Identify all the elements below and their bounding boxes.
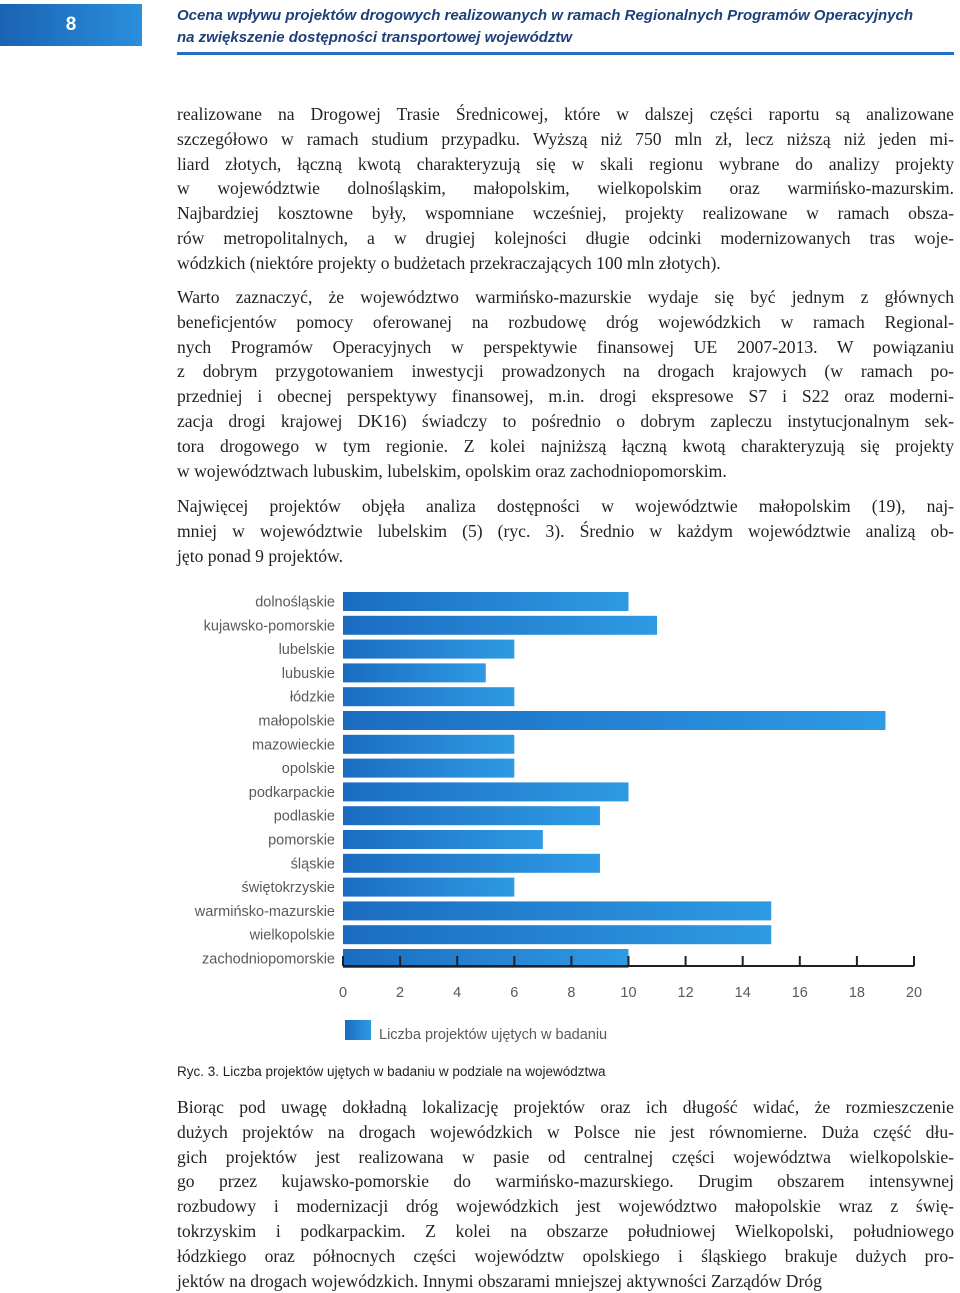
- text-line: rów metropolitalnych, a w drugiej kolejności długie odcinki modernizowanych tras woje-: [177, 227, 954, 248]
- category-label: świętokrzyskie: [241, 880, 335, 897]
- category-label: kujawsko-pomorskie: [203, 618, 335, 635]
- category-label: zachodniopomorskie: [202, 951, 335, 968]
- paragraph-4: [177, 1095, 954, 1293]
- chart-bars: [343, 592, 885, 968]
- text-line: wódzkich (niektóre projekty o budżetach przekraczających 100 mln złotych).: [177, 252, 721, 273]
- header-divider: [177, 52, 954, 55]
- x-tick-label: 14: [734, 985, 751, 1001]
- bar-2: [343, 640, 514, 659]
- page-number: 8: [0, 4, 142, 46]
- text-line: rozbudowy i modernizacji dróg wojewódzkich jest województwo małopolskie wraz z świę-: [177, 1196, 954, 1217]
- text-line: tora drogowego w tym regionie. Z kolei najniższą łączną kwotą charakteryzują się projekty: [177, 435, 954, 456]
- text-line: go przez kujawsko-pomorskie do warmińsko-mazurskiego. Drugim obszarem intensywnej: [177, 1171, 954, 1192]
- text-line: zacja drogi krajowej DK16) świadczy to pośrednio o dobrym zapleczu instytucjonalnym sek-: [177, 410, 954, 431]
- legend-label: Liczba projektów ujętych w badaniu: [379, 1027, 608, 1043]
- text-line: realizowane na Drogowej Trasie Średnicowej, które w dalszej części raportu są analizowane: [177, 104, 954, 124]
- bar-13: [343, 901, 771, 920]
- bar-1: [343, 616, 657, 635]
- text-line: w województwie dolnośląskim, małopolskim, wielkopolskim oraz warmińsko-mazurskim.: [177, 178, 954, 199]
- bar-5: [343, 711, 885, 730]
- bar-4: [343, 687, 514, 706]
- category-label: dolnośląskie: [255, 594, 335, 611]
- category-label: opolskie: [281, 761, 335, 778]
- bar-9: [343, 806, 600, 825]
- category-label: wielkopolskie: [249, 927, 335, 944]
- bar-10: [343, 830, 543, 849]
- running-header-line-1: Ocena wpływu projektów drogowych realizowanych w ramach Regionalnych Programów Operacyjnych: [177, 7, 914, 24]
- bar-14: [343, 925, 771, 944]
- x-tick-label: 2: [396, 985, 405, 1001]
- text-line: dużych projektów na drogach wojewódzkich w Polsce nie jest równomierne. Duża część dłu-: [177, 1121, 954, 1142]
- x-tick-label: 18: [848, 985, 865, 1001]
- text-line: z dobrym przygotowaniem inwestycji prowadzonych na drogach krajowych (w ramach po-: [177, 361, 954, 382]
- x-tick-label: 12: [677, 985, 694, 1001]
- category-label: lubuskie: [281, 665, 335, 682]
- x-tick-label: 4: [453, 985, 462, 1001]
- category-label: warmińsko-mazurskie: [194, 903, 335, 920]
- running-header: [177, 5, 937, 49]
- text-line: łódzkiego oraz północnych części województw opolskiego i śląskiego brakuje dużych pro-: [177, 1245, 954, 1266]
- running-header-line-2: na zwiększenie dostępności transportowej województw: [177, 29, 573, 46]
- x-tick-label: 6: [510, 985, 519, 1001]
- paragraph-3: [177, 494, 954, 568]
- text-line: jęto ponad 9 projektów.: [177, 545, 343, 566]
- figure-caption: Ryc. 3. Liczba projektów ujętych w badaniu w podziale na województwa: [177, 1064, 606, 1079]
- text-line: liard złotych, łączną kwotą charakteryzują się w skali regionu wybrane do analizy projekty: [177, 153, 954, 174]
- text-line: Najbardziej kosztowne były, wspomniane wcześniej, projekty realizowane w ramach obsza-: [177, 203, 954, 224]
- text-line: Biorąc pod uwagę dokładną lokalizację projektów oraz ich długość widać, że rozmieszczenie: [177, 1097, 954, 1117]
- text-line: tokrzyskim i podkarpackim. Z kolei na obszarze południowej Wielkopolski, południowego: [177, 1220, 954, 1241]
- bar-12: [343, 878, 514, 897]
- text-line: w województwach lubuskim, lubelskim, opolskim oraz zachodniopomorskim.: [177, 460, 727, 481]
- text-line: mniej w województwie lubelskim (5) (ryc. 3). Średnio w każdym województwie analizą ob-: [177, 520, 954, 541]
- text-line: szczegółowo w ramach studium przypadku. Wyższą niż 750 mln zł, lecz niższą niż jeden mi-: [177, 128, 954, 149]
- category-label: łódzkie: [289, 689, 335, 706]
- category-label: pomorskie: [268, 832, 335, 849]
- bar-6: [343, 735, 514, 754]
- text-line: gich projektów jest realizowana w pasie od centralnej części województwa wielkopolskie-: [177, 1146, 954, 1167]
- chart-category-labels: [194, 595, 335, 968]
- category-label: lubelskie: [278, 642, 335, 659]
- x-tick-label: 10: [620, 985, 637, 1001]
- chart-legend: [345, 1020, 607, 1043]
- text-line: Warto zaznaczyć, że województwo warmińsko-mazurskie wydaje się być jednym z głównych: [177, 287, 954, 307]
- category-label: podlaskie: [273, 808, 335, 825]
- bar-chart: [0, 580, 960, 1050]
- bar-3: [343, 663, 486, 682]
- paragraph-1: [177, 102, 954, 276]
- text-line: jektów na drogach wojewódzkich. Innymi obszarami mniejszej aktywności Zarządów Dróg: [177, 1270, 822, 1291]
- category-label: małopolskie: [258, 713, 335, 730]
- bar-8: [343, 782, 629, 801]
- category-label: śląskie: [290, 856, 335, 873]
- x-tick-label: 16: [791, 985, 808, 1001]
- text-line: Najwięcej projektów objęła analiza dostępności w województwie małopolskim (19), naj-: [177, 496, 954, 516]
- category-label: podkarpackie: [248, 784, 335, 801]
- text-line: nych Programów Operacyjnych w perspektywie finansowej UE 2007-2013. W powiązaniu: [177, 336, 954, 357]
- bar-0: [343, 592, 629, 611]
- legend-swatch: [345, 1020, 371, 1040]
- category-label: mazowieckie: [252, 737, 335, 754]
- bar-11: [343, 854, 600, 873]
- x-tick-label: 20: [905, 985, 923, 1001]
- paragraph-2: [177, 285, 954, 483]
- x-tick-label: 0: [338, 985, 348, 1001]
- text-line: przedniej i obecnej perspektywy finansowej, m.in. drogi ekspresowe S7 i S22 oraz moderni-: [177, 386, 954, 407]
- text-line: beneficjentów pomocy oferowanej na rozbudowę dróg wojewódzkich w ramach Regional-: [177, 311, 954, 332]
- bar-7: [343, 759, 514, 778]
- x-tick-label: 8: [567, 985, 576, 1001]
